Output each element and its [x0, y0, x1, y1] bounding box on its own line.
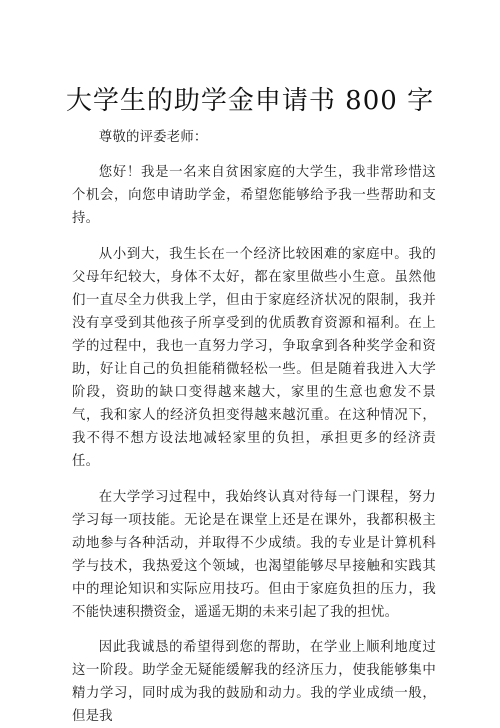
paragraph-1: 您好！我是一名来自贫困家庭的大学生，我非常珍惜这个机会，向您申请助学金，希望您能够给予我一些帮助和支持。	[72, 165, 436, 226]
salutation: 尊敬的评委老师：	[98, 130, 208, 145]
paragraph-3: 在大学学习过程中，我始终认真对待每一门课程，努力学习每一项技能。无论是在课堂上还是在课外，我都积极主动地参与各种活动，并取得不少成绩。我的专业是计算机科学与技术，我热爱这个领域，也渴望能够尽早接触和实践其中的理论知识和实际应用技巧。但由于家庭负担的压力，我不能快速积攒资金，遥遥无期的未来引起了我的担忧。	[72, 490, 436, 620]
document-title: 大学生的助学金申请书 800 字	[65, 86, 435, 116]
paragraph-2: 从小到大，我生长在一个经济比较困难的家庭中。我的父母年纪较大，身体不太好，都在家里做些小生意。虽然他们一直尽全力供我上学，但由于家庭经济状况的限制，我并没有享受到其他孩子所享受到的优质教育资源和福利。在上学的过程中，我也一直努力学习，争取拿到各种奖学金和资助，好让自己的负担能稍微轻松一些。但是随着我进入大学阶段，资助的缺口变得越来越大，家里的生意也愈发不景气，我和家人的经济负担变得越来越沉重。在这种情况下，我不得不想方设法地减轻家里的负担，承担更多的经济责任。	[72, 247, 436, 469]
document-body	[72, 126, 436, 728]
paragraph-spacer	[72, 473, 436, 486]
paragraph-spacer	[72, 624, 436, 636]
paragraph-spacer	[72, 230, 436, 243]
paragraph-4: 因此我诚恳的希望得到您的帮助，在学业上顺利地度过这一阶段。助学金无疑能缓解我的经济压力，使我能够集中精力学习，同时成为我的鼓励和动力。我的学业成绩一般，但是我	[72, 640, 436, 724]
